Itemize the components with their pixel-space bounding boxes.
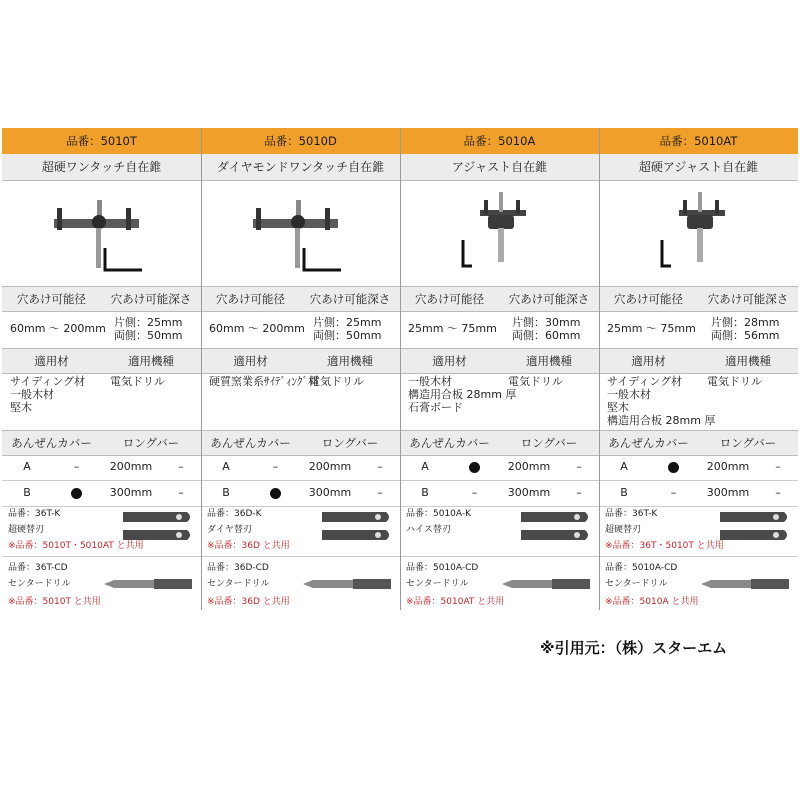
- bar-length: 200mm: [507, 460, 551, 473]
- machine-label: 適用機種: [698, 348, 798, 374]
- center-drill-photo: [102, 576, 194, 592]
- option-row: [2, 454, 201, 481]
- part-divider: [2, 556, 201, 557]
- cover-availability: [251, 480, 300, 506]
- model-number-header: 品番：5010D: [201, 128, 400, 154]
- option-row: [201, 480, 400, 507]
- product-name: 超硬アジャスト自在錐: [599, 154, 798, 181]
- long-bar-label: ロングバー: [698, 430, 798, 456]
- machine-label: 適用機種: [499, 348, 599, 374]
- diameter-value: 25mm 〜 75mm: [607, 322, 696, 335]
- product-column: [400, 128, 599, 610]
- drill-part-name: センタードリル: [406, 579, 469, 589]
- center-drill-photo: [699, 576, 791, 592]
- model-number-header: 品番：5010AT: [599, 128, 798, 154]
- column-divider: [400, 128, 401, 610]
- safety-cover-label: あんぜんカバー: [599, 430, 698, 456]
- cover-availability: [649, 454, 698, 480]
- option-row: [599, 454, 798, 481]
- blade-part-name: 超硬替刃: [605, 525, 642, 535]
- depth-label: 穴あけ可能深さ: [499, 286, 599, 312]
- cover-type: A: [421, 460, 429, 473]
- safety-cover-label: あんぜんカバー: [400, 430, 499, 456]
- available-dot-icon: [71, 488, 82, 499]
- bar-availability: –: [377, 460, 383, 473]
- diameter-label: 穴あけ可能径: [201, 286, 300, 312]
- cover-type: B: [620, 486, 628, 499]
- replacement-blade-photo: [117, 508, 197, 546]
- replacement-blade-photo: [515, 508, 595, 546]
- bar-availability: –: [178, 460, 184, 473]
- blade-part-code: 品番：36D-K: [207, 509, 262, 519]
- cover-type: B: [421, 486, 429, 499]
- material-label: 適用材: [400, 348, 499, 374]
- bar-availability: –: [775, 460, 781, 473]
- part-divider: [400, 556, 599, 557]
- diameter-label: 穴あけ可能径: [400, 286, 499, 312]
- drill-part-code: 品番：5010A-CD: [605, 563, 678, 573]
- bar-length: 300mm: [507, 486, 551, 499]
- blade-part-code: 品番：5010A-K: [406, 509, 472, 519]
- bar-availability: –: [377, 486, 383, 499]
- model-number-header: 品番：5010T: [2, 128, 201, 154]
- applicable-machine: 電気ドリル: [110, 375, 165, 388]
- safety-cover-label: あんぜんカバー: [201, 430, 300, 456]
- bar-length: 200mm: [308, 460, 352, 473]
- product-column: [2, 128, 201, 610]
- citation-text: ※引用元：（株）スターエム: [540, 639, 728, 657]
- drill-part-code: 品番：36T-CD: [8, 563, 68, 573]
- product-column: [599, 128, 798, 610]
- product-name: ダイヤモンドワンタッチ自在錐: [201, 154, 400, 181]
- bar-availability: –: [576, 460, 582, 473]
- available-dot-icon: [270, 488, 281, 499]
- applicable-machine: 電気ドリル: [309, 375, 364, 388]
- bar-length: 300mm: [109, 486, 153, 499]
- cover-availability: [52, 480, 101, 506]
- depth-label: 穴あけ可能深さ: [101, 286, 201, 312]
- available-dot-icon: [469, 462, 480, 473]
- hole-cutter-photo: [400, 182, 599, 287]
- bar-length: 300mm: [308, 486, 352, 499]
- product-image-area: [201, 182, 400, 286]
- drill-compat-note: ※品番：5010AT と共用: [406, 597, 505, 607]
- drill-part-name: センタードリル: [207, 579, 270, 589]
- cover-type: A: [222, 460, 230, 473]
- applicable-materials: サイディング材 一般木材 堅木 構造用合板 28mm 厚: [607, 375, 716, 427]
- bar-availability: –: [178, 486, 184, 499]
- cover-availability: [649, 480, 698, 506]
- applicable-materials: 硬質窯業系ｻｲﾃﾞｨﾝｸﾞ材: [209, 375, 319, 388]
- diameter-value: 60mm 〜 200mm: [10, 322, 106, 335]
- drill-part-code: 品番：5010A-CD: [406, 563, 479, 573]
- drill-compat-note: ※品番：36D と共用: [207, 597, 290, 607]
- blade-part-name: ダイヤ替刃: [207, 525, 252, 535]
- cover-availability: [450, 454, 499, 480]
- product-name: アジャスト自在錐: [400, 154, 599, 181]
- drill-part-name: センタードリル: [8, 579, 71, 589]
- product-column: [201, 128, 400, 610]
- product-image-area: [400, 182, 599, 286]
- not-available-dash: –: [471, 486, 478, 499]
- diameter-value: 60mm 〜 200mm: [209, 322, 305, 335]
- option-row: [400, 454, 599, 481]
- option-row: [2, 480, 201, 507]
- material-label: 適用材: [2, 348, 101, 374]
- machine-label: 適用機種: [300, 348, 400, 374]
- material-label: 適用材: [599, 348, 698, 374]
- depth-value: 片側：25mm 両側：50mm: [313, 316, 382, 342]
- cover-type: A: [23, 460, 31, 473]
- part-divider: [201, 556, 400, 557]
- cover-type: B: [23, 486, 31, 499]
- depth-value: 片側：30mm 両側：60mm: [512, 316, 581, 342]
- diameter-label: 穴あけ可能径: [599, 286, 698, 312]
- long-bar-label: ロングバー: [300, 430, 400, 456]
- diameter-value: 25mm 〜 75mm: [408, 322, 497, 335]
- blade-compat-note: ※品番：36D と共用: [207, 541, 290, 551]
- blade-compat-note: ※品番：36T・5010T と共用: [605, 541, 724, 551]
- bar-length: 300mm: [706, 486, 750, 499]
- part-divider: [599, 556, 798, 557]
- material-label: 適用材: [201, 348, 300, 374]
- not-available-dash: –: [272, 460, 279, 473]
- long-bar-label: ロングバー: [499, 430, 599, 456]
- option-row: [400, 480, 599, 507]
- blade-part-name: 超硬替刃: [8, 525, 45, 535]
- bar-availability: –: [576, 486, 582, 499]
- applicable-machine: 電気ドリル: [508, 375, 563, 388]
- applicable-machine: 電気ドリル: [707, 375, 762, 388]
- blade-part-name: ハイス替刃: [406, 525, 451, 535]
- hole-cutter-photo: [201, 182, 400, 287]
- replacement-blade-photo: [316, 508, 396, 546]
- cover-type: B: [222, 486, 230, 499]
- product-image-area: [599, 182, 798, 286]
- hole-cutter-photo: [599, 182, 798, 287]
- applicable-materials: 一般木材 構造用合板 28mm 厚 石膏ボード: [408, 375, 517, 414]
- safety-cover-label: あんぜんカバー: [2, 430, 101, 456]
- not-available-dash: –: [670, 486, 677, 499]
- cover-availability: [450, 480, 499, 506]
- replacement-blade-photo: [714, 508, 794, 546]
- machine-label: 適用機種: [101, 348, 201, 374]
- column-divider: [599, 128, 600, 610]
- column-divider: [201, 128, 202, 610]
- depth-value: 片側：25mm 両側：50mm: [114, 316, 183, 342]
- product-image-area: [2, 182, 201, 286]
- drill-compat-note: ※品番：5010A と共用: [605, 597, 699, 607]
- blade-compat-note: ※品番：5010T・5010AT と共用: [8, 541, 144, 551]
- bar-availability: –: [775, 486, 781, 499]
- diameter-label: 穴あけ可能径: [2, 286, 101, 312]
- option-row: [599, 480, 798, 507]
- long-bar-label: ロングバー: [101, 430, 201, 456]
- model-number-header: 品番：5010A: [400, 128, 599, 154]
- bar-length: 200mm: [706, 460, 750, 473]
- bar-length: 200mm: [109, 460, 153, 473]
- cover-availability: [251, 454, 300, 480]
- drill-part-name: センタードリル: [605, 579, 668, 589]
- center-drill-photo: [301, 576, 393, 592]
- cover-type: A: [620, 460, 628, 473]
- cover-availability: [52, 454, 101, 480]
- option-row: [201, 454, 400, 481]
- drill-part-code: 品番：36D-CD: [207, 563, 269, 573]
- depth-label: 穴あけ可能深さ: [300, 286, 400, 312]
- not-available-dash: –: [73, 460, 80, 473]
- center-drill-photo: [500, 576, 592, 592]
- hole-cutter-photo: [2, 182, 201, 287]
- drill-compat-note: ※品番：5010T と共用: [8, 597, 101, 607]
- blade-part-code: 品番：36T-K: [605, 509, 658, 519]
- blade-part-code: 品番：36T-K: [8, 509, 61, 519]
- depth-value: 片側：28mm 両側：56mm: [711, 316, 780, 342]
- product-name: 超硬ワンタッチ自在錐: [2, 154, 201, 181]
- depth-label: 穴あけ可能深さ: [698, 286, 798, 312]
- available-dot-icon: [668, 462, 679, 473]
- applicable-materials: サイディング材 一般木材 堅木: [10, 375, 86, 414]
